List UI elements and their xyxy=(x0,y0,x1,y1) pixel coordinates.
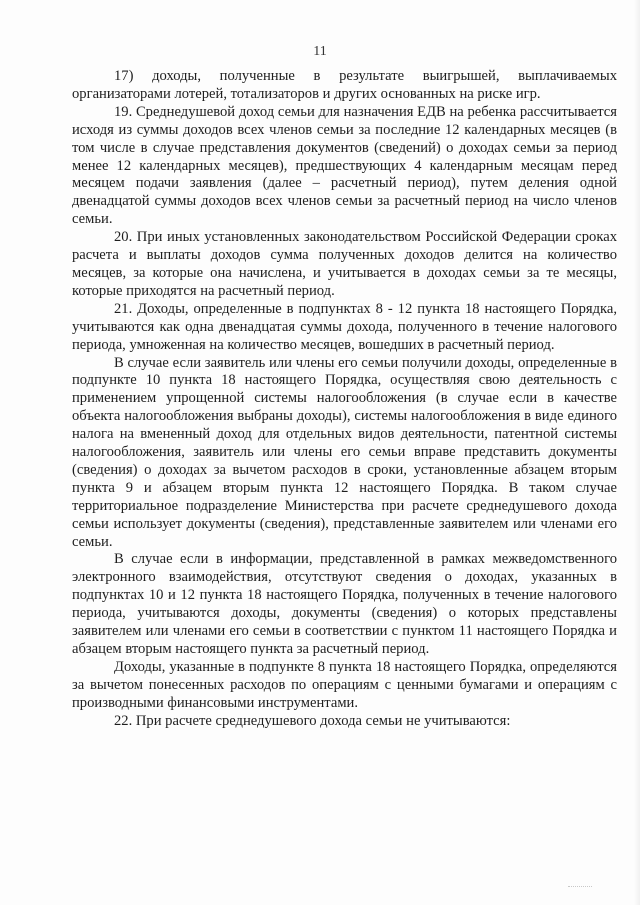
paragraph-item-17: 17) доходы, полученные в результате выигрышей, выплачиваемых организаторами лотерей, тотализаторов и других основанных на риске игр. xyxy=(72,68,617,102)
page-edge-shadow xyxy=(634,0,640,905)
paragraph-clause-21: 21. Доходы, определенные в подпунктах 8 - 12 пункта 18 настоящего Порядка, учитываются как одна двенадцатая суммы дохода, полученного в течение налогового периода, умноженная на количество месяцев, вошедших в расчетный период. xyxy=(72,300,617,353)
paragraph-clause-19: 19. Среднедушевой доход семьи для назначения ЕДВ на ребенка рассчитывается исходя из суммы доходов всех членов семьи за последние 12 календарных месяцев (в том числе в случае представления документов (сведений) о доходах семьи за период менее 12 календарных месяцев), предшествующих 4 календарным месяцам перед месяцем подачи заявления (далее – расчетный период), путем деления одной двенадцатой суммы доходов всех членов семьи за расчетный период на число членов семьи. xyxy=(72,103,617,228)
paragraph-simplified-taxation: В случае если заявитель или члены его семьи получили доходы, определенные в подпункте 10 пункта 18 настоящего Порядка, осуществляя свою деятельность с применением упрощенной системы налогообложения (в случае если в качестве объекта налогообложения выбраны доходы), системы налогообложения в виде единого налога на вмененный доход для отдельных видов деятельности, патентной системы налогообложения, заявитель или члены его семьи вправе представить документы (сведения) о доходах за вычетом расходов в сроки, установленные абзацем вторым пункта 9 и абзацем вторым пункта 12 настоящего Порядка. В таком случае территориальное подразделение Министерства при расчете среднедушевого дохода семьи использует документы (сведения), представленные заявителем или членами его семьи. xyxy=(72,354,617,550)
document-body xyxy=(72,68,617,731)
page-number: 11 xyxy=(313,44,327,59)
paragraph-interagency-info: В случае если в информации, представленной в рамках межведомственного электронного взаимодействия, отсутствуют сведения о доходах, указанных в подпунктах 10 и 12 пункта 18 настоящего Порядка, полученных в течение налогового периода, учитываются доходы, документы (сведения) о которых представлены заявителем или членами его семьи в соответствии с пунктом 11 настоящего Порядка и абзацем вторым настоящего пункта за расчетный период. xyxy=(72,551,617,657)
paragraph-clause-20: 20. При иных установленных законодательством Российской Федерации сроках расчета и выплаты доходов сумма полученных доходов делится на количество месяцев, за которые она начислена, и учитывается в доходах семьи за те месяцы, которые приходятся на расчетный период. xyxy=(72,229,617,299)
paragraph-clause-22: 22. При расчете среднедушевого дохода семьи не учитываются: xyxy=(114,712,511,729)
paragraph-securities-income: Доходы, указанные в подпункте 8 пункта 18 настоящего Порядка, определяются за вычетом понесенных расходов по операциям с ценными бумагами и операциям с производными финансовыми инструментами. xyxy=(72,658,617,711)
scan-artifact xyxy=(568,886,592,897)
